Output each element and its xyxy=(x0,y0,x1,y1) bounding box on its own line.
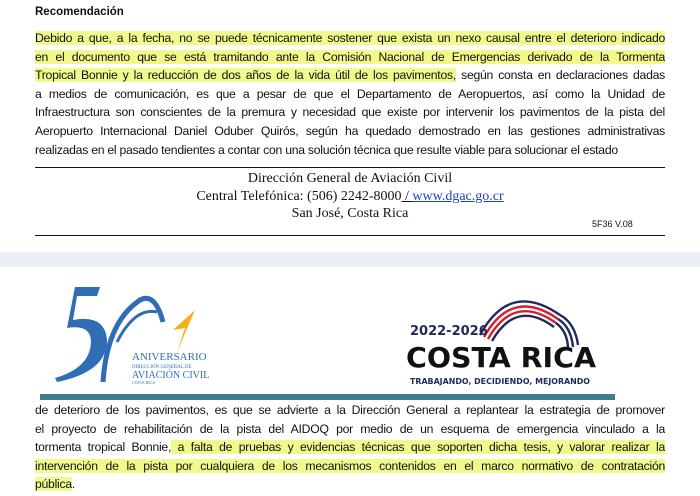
recommendation-paragraph-part1 xyxy=(35,29,665,159)
section-heading: Recomendación xyxy=(35,6,124,18)
logo-costa-rica-2022-2026 xyxy=(400,285,605,390)
text-segment: según consta en declaraciones dadas xyxy=(455,68,665,83)
highlighted-text: intervención de la pista por cualquiera de los mecanismos contenidos en el marco normativo de contratación xyxy=(35,458,665,473)
text-line xyxy=(35,103,665,122)
text-line xyxy=(35,141,665,160)
text-segment: a medios de comunicación, es que a pesar de que el Departamento de Aeropuertos, así como la Unidad de xyxy=(35,86,665,101)
text-segment: el proyecto de rehabilitación de la pista del AIDOQ por medio de un esquema de emergencia vinculado a la xyxy=(35,421,665,436)
svg-text:TRABAJANDO, DECIDIENDO, MEJORA: TRABAJANDO, DECIDIENDO, MEJORANDO xyxy=(410,377,591,386)
aniversario-emblem-icon xyxy=(45,282,215,392)
flag-arc-icon xyxy=(400,285,605,390)
svg-text:AVIACIÓN CIVIL: AVIACIÓN CIVIL xyxy=(132,370,210,381)
highlighted-text: en el documento que se está tramitando ante la Comisión Nacional de Emergencias derivado de la Tormenta xyxy=(35,49,665,64)
text-segment: Aeropuerto Internacional Daniel Oduber Quirós, según ha quedado demostrado en las gestiones administrativas xyxy=(35,123,665,138)
page-footer xyxy=(0,170,700,223)
footer-contact: Central Telefónica: (506) 2242-8000 / www.dgac.go.cr xyxy=(196,188,504,204)
logo-left-line1: ANIVERSARIO xyxy=(132,351,207,363)
text-segment: . xyxy=(71,477,76,492)
svg-text:2022-2026: 2022-2026 xyxy=(410,324,488,339)
highlighted-text: pública xyxy=(35,477,72,492)
footer-city: San José, Costa Rica xyxy=(291,206,409,221)
highlighted-text: Debido a que, a la fecha, no se puede técnicamente sostener que exista un nexo causal entre el deterioro indicado xyxy=(35,31,665,45)
text-line xyxy=(35,85,665,104)
text-line xyxy=(35,29,665,48)
footer-org: Dirección General de Aviación Civil xyxy=(247,171,453,186)
text-line xyxy=(35,457,665,476)
header-divider xyxy=(40,394,615,400)
svg-text:COSTA RICA: COSTA RICA xyxy=(406,341,597,374)
text-segment: tormenta tropical Bonnie, xyxy=(35,440,172,455)
recommendation-paragraph-part2 xyxy=(35,401,665,494)
text-line xyxy=(35,122,665,141)
text-line xyxy=(35,48,665,67)
text-line xyxy=(35,420,665,439)
page-separator xyxy=(0,252,700,267)
footer-bottom-rule xyxy=(35,235,665,236)
logo-50-aniversario xyxy=(45,282,215,392)
website-link[interactable]: www.dgac.go.cr xyxy=(412,188,504,204)
highlighted-text: a falta de pruebas y evidencias técnicas que soporten dicha tesis, y valorar realizar la xyxy=(171,440,665,455)
text-segment: realizadas en el pasado tendientes a contar con una solución técnica que resulte viable para solucionar el estado xyxy=(35,142,618,157)
text-segment: de deterioro de los pavimentos, es que se advierte a la Dirección General a replantear la estrategia de promover xyxy=(35,403,665,417)
footer-top-rule xyxy=(35,167,665,168)
text-line xyxy=(35,401,665,420)
svg-text:DIRECCIÓN GENERAL DE: DIRECCIÓN GENERAL DE xyxy=(132,365,192,370)
svg-text:COSTA RICA: COSTA RICA xyxy=(132,380,156,385)
form-code: 5F36 V.08 xyxy=(592,219,633,229)
text-segment: Infraestructura son conscientes de la premura y necesidad que existe por intervenir los pavimentos de la pista del xyxy=(35,105,665,120)
highlighted-text: Tropical Bonnie y la reducción de dos años de la vida útil de los pavimentos, xyxy=(35,68,456,83)
text-line xyxy=(35,475,665,494)
text-line xyxy=(35,438,665,457)
text-line xyxy=(35,66,665,85)
